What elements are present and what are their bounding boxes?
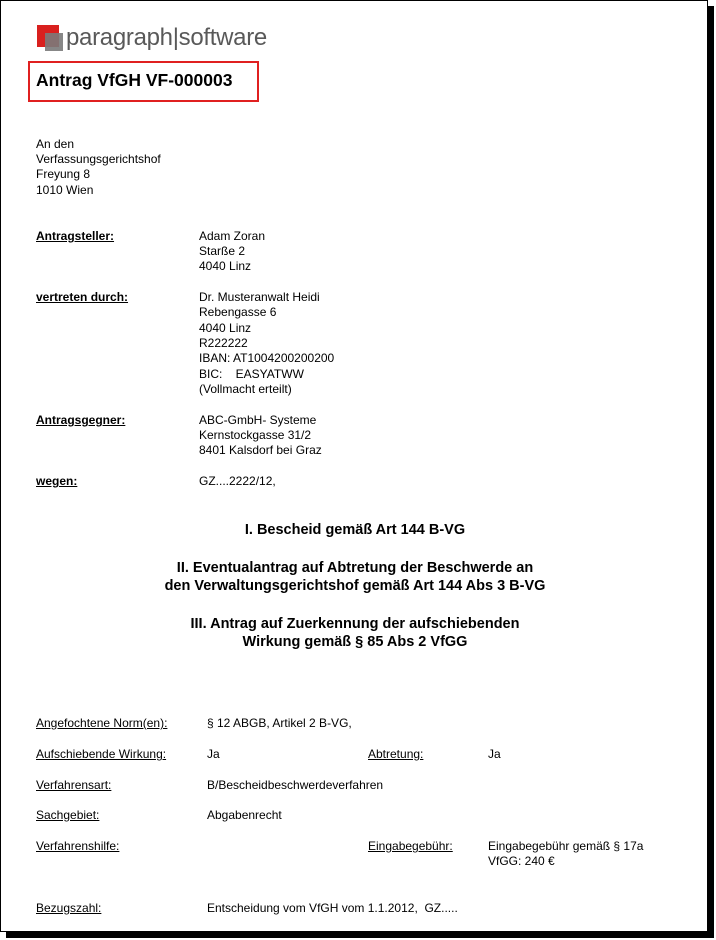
vertreten-line: Dr. Musteranwalt Heidi bbox=[199, 290, 320, 304]
vertreten-line: BIC: EASYATWW bbox=[199, 367, 304, 381]
address-line: 1010 Wien bbox=[36, 183, 94, 197]
heading-3-line2: Wirkung gemäß § 85 Abs 2 VfGG bbox=[242, 634, 468, 650]
antragsgegner-line: 8401 Kalsdorf bei Graz bbox=[199, 443, 322, 457]
heading-2-line2: den Verwaltungsgerichtshof gemäß Art 144 Abs 3 B-VG bbox=[164, 578, 546, 594]
verfahrenshilfe-label: Verfahrenshilfe: bbox=[36, 839, 120, 853]
eingabegebuehr-line: VfGG: 240 € bbox=[488, 854, 555, 868]
heading-1: I. Bescheid gemäß Art 144 B-VG bbox=[244, 522, 466, 538]
eingabegebuehr-label: Eingabegebühr: bbox=[368, 839, 453, 853]
norm-value: § 12 ABGB, Artikel 2 B-VG, bbox=[207, 716, 352, 730]
antragsteller-line: Adam Zoran bbox=[199, 229, 266, 243]
antragsgegner-line: Kernstockgasse 31/2 bbox=[199, 428, 312, 442]
sachgebiet-value: Abgabenrecht bbox=[207, 808, 282, 822]
vertreten-line: R222222 bbox=[199, 336, 248, 350]
wegen-label: wegen: bbox=[36, 474, 78, 488]
logo-text: paragraph|software bbox=[66, 24, 267, 51]
antragsteller-line: Starße 2 bbox=[199, 244, 246, 258]
eingabegebuehr-line: Eingabegebühr gemäß § 17a bbox=[488, 839, 644, 853]
sachgebiet-label: Sachgebiet: bbox=[36, 808, 100, 822]
vertreten-label: vertreten durch: bbox=[36, 290, 129, 304]
vertreten-line: IBAN: AT1004200200200 bbox=[199, 351, 335, 365]
address-line: Verfassungsgerichtshof bbox=[36, 152, 161, 166]
page-shadow-bottom bbox=[6, 932, 714, 938]
document-title: Antrag VfGH VF-000003 bbox=[36, 70, 233, 90]
abtretung-value: Ja bbox=[488, 747, 501, 761]
antragsteller-label: Antragsteller: bbox=[36, 229, 115, 243]
address-line: An den bbox=[36, 137, 75, 151]
bezugszahl-label: Bezugszahl: bbox=[36, 901, 102, 915]
vertreten-line: (Vollmacht erteilt) bbox=[199, 382, 292, 396]
company-logo bbox=[37, 25, 267, 51]
antragsgegner-label: Antragsgegner: bbox=[36, 413, 126, 427]
norm-label: Angefochtene Norm(en): bbox=[36, 716, 168, 730]
vertreten-line: 4040 Linz bbox=[199, 321, 252, 335]
logo-mark-icon bbox=[37, 25, 63, 51]
vertreten-line: Rebengasse 6 bbox=[199, 305, 277, 319]
aufschiebend-label: Aufschiebende Wirkung: bbox=[36, 747, 167, 761]
verfahrensart-value: B/Bescheidbeschwerdeverfahren bbox=[207, 778, 384, 792]
heading-3-line1: III. Antrag auf Zuerkennung der aufschiebenden bbox=[190, 616, 520, 632]
bezugszahl-value: Entscheidung vom VfGH vom 1.1.2012, GZ..... bbox=[207, 901, 458, 915]
wegen-value: GZ....2222/12, bbox=[199, 474, 276, 488]
page-shadow-right bbox=[708, 6, 714, 936]
aufschiebend-value: Ja bbox=[207, 747, 220, 761]
antragsteller-line: 4040 Linz bbox=[199, 259, 252, 273]
address-line: Freyung 8 bbox=[36, 167, 91, 181]
verfahrensart-label: Verfahrensart: bbox=[36, 778, 112, 792]
abtretung-label: Abtretung: bbox=[368, 747, 424, 761]
heading-2-line1: II. Eventualantrag auf Abtretung der Beschwerde an bbox=[176, 560, 534, 576]
antragsgegner-line: ABC-GmbH- Systeme bbox=[199, 413, 317, 427]
